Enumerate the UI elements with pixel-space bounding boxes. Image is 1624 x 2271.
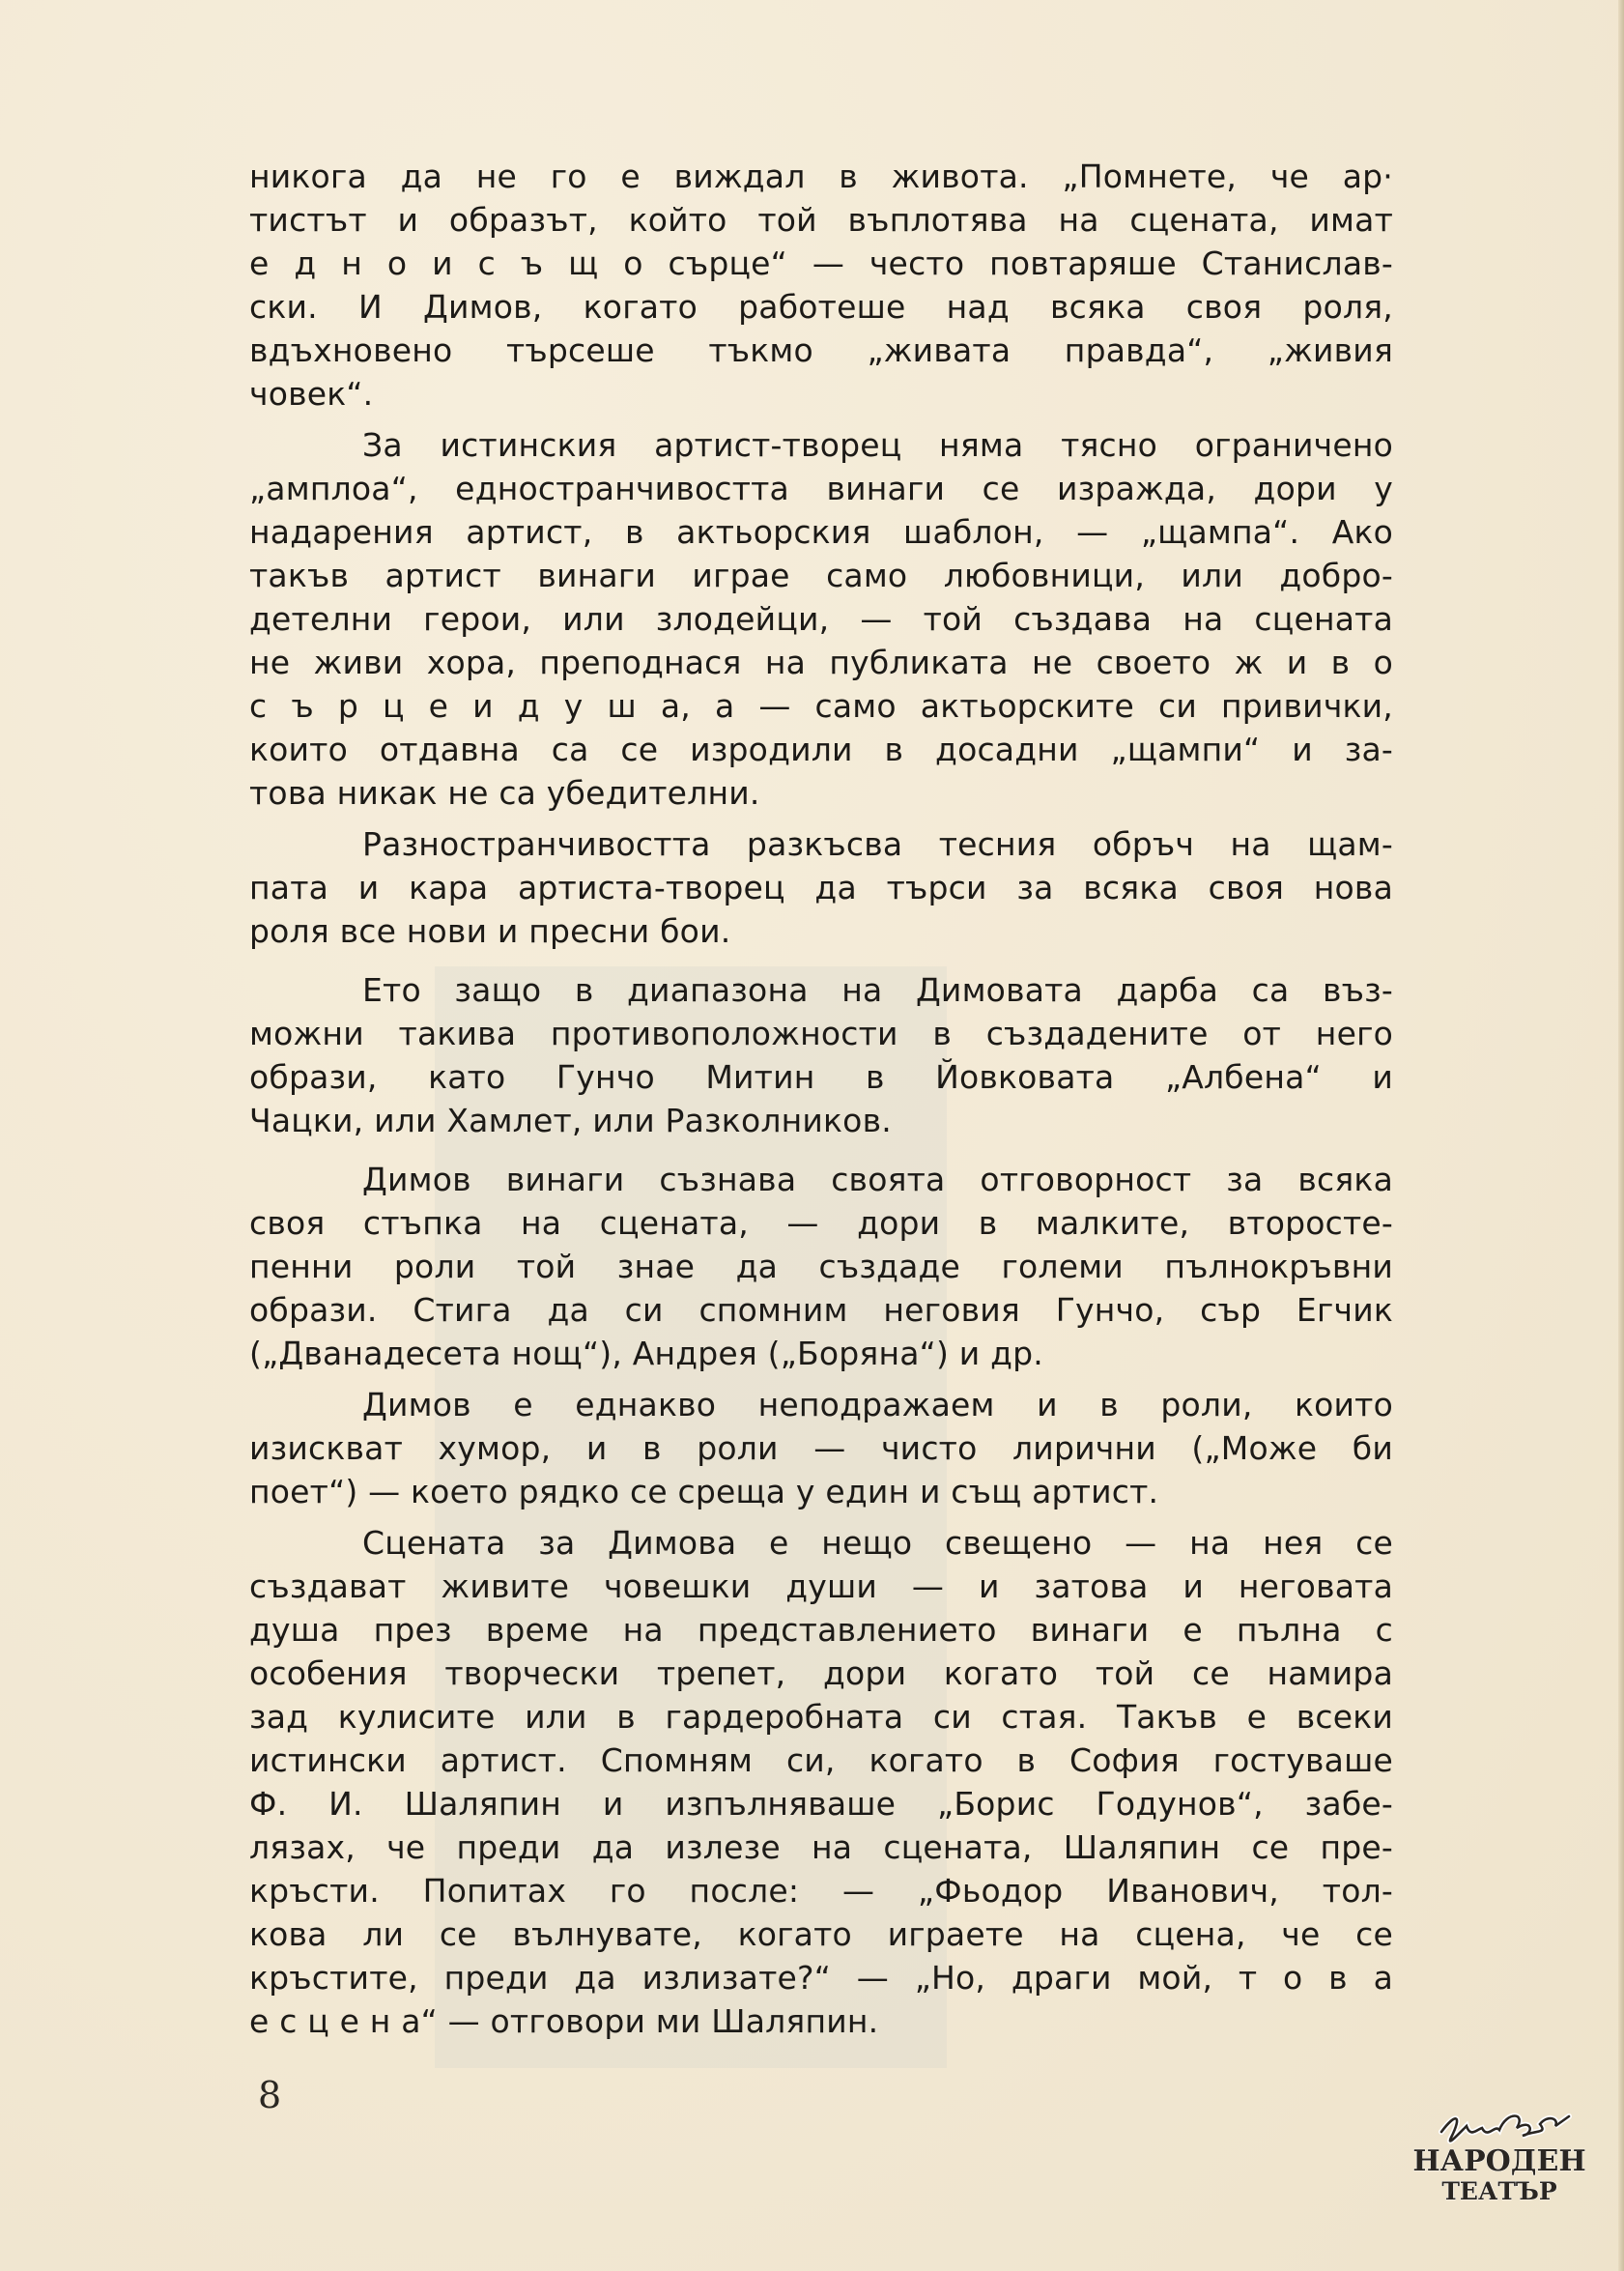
text-line: кръсти. Попитах го после: — „Фьодор Иванович, тол-	[249, 1872, 1393, 1910]
paragraph-gap	[249, 1513, 1393, 1521]
text-line: образи. Стига да си спомним неговия Гунчо, сър Егчик	[249, 1291, 1393, 1329]
text-line: ски. И Димов, когато работеше над всяка своя роля,	[249, 288, 1393, 326]
text-line: образи, като Гунчо Митин в Йовковата „Албена“ и	[249, 1058, 1393, 1096]
text-line: Ето защо в диапазона на Димовата дарба са въз-	[362, 971, 1393, 1009]
text-line: Сцената за Димова е нещо свещено — на нея се	[362, 1524, 1393, 1562]
text-line: своя стъпка на сцената, — дори в малките, второсте-	[249, 1204, 1393, 1242]
paragraph	[249, 1521, 1393, 2043]
text-line: е с ц е н а“ — отговори ми Шаляпин.	[249, 2002, 879, 2040]
paragraph	[249, 1158, 1393, 1375]
text-line: поет“) — което рядко се среща у един и същ артист.	[249, 1473, 1159, 1510]
page-edge-shadow	[1618, 0, 1624, 2271]
paragraph-gap	[249, 1375, 1393, 1383]
text-line: пата и кара артиста-творец да търси за всяка своя нова	[249, 869, 1393, 906]
text-line: с ъ р ц е и д у ш а, а — само актьорските си привички,	[249, 687, 1393, 725]
text-line: Димов е еднакво неподражаем и в роли, които	[362, 1386, 1393, 1423]
text-line: вдъхновено търсеше тъкмо „живата правда“, „живия	[249, 331, 1393, 369]
text-line: тистът и образът, който той въплотява на сцената, имат	[249, 201, 1393, 239]
logo-line-2: ТЕАТЪР	[1441, 2177, 1557, 2205]
text-line: кръстите, преди да излизате?“ — „Но, драги мой, т о в а	[249, 1959, 1393, 1997]
logo-signature	[1441, 2116, 1569, 2142]
text-line: такъв артист винаги играе само любовници, или добро-	[249, 557, 1393, 594]
text-line: Чацки, или Хамлет, или Разколников.	[249, 1102, 892, 1139]
text-line: особения творчески трепет, дори когато той се намира	[249, 1654, 1393, 1692]
text-line: лязах, че преди да излезе на сцената, Шаляпин се пре-	[249, 1828, 1393, 1866]
text-line: това никак не са убедителни.	[249, 774, 760, 812]
paragraph	[249, 423, 1393, 815]
text-line: зад кулисите или в гардеробната си стая. Такъв е всеки	[249, 1698, 1393, 1736]
text-line: надарения артист, в актьорския шаблон, — „щампа“. Ако	[249, 513, 1393, 551]
national-theatre-logo	[1403, 2105, 1596, 2211]
paragraph	[249, 155, 1393, 416]
text-line: детелни герои, или злодейци, — той създава на сцената	[249, 600, 1393, 638]
text-line: никогa да не го е виждал в живота. „Помнете, че ар·	[249, 158, 1393, 195]
text-line: роля все нови и пресни бои.	[249, 912, 731, 950]
text-line: Ф. И. Шаляпин и изпълняваше „Борис Годунов“, забе-	[249, 1785, 1393, 1823]
text-line: душа през време на представлението винаги е пълна с	[249, 1611, 1393, 1649]
text-line: човек“.	[249, 375, 374, 413]
paragraph-gap	[249, 953, 1393, 968]
text-line: „амплоа“, едностранчивостта винаги се изражда, дори у	[249, 470, 1393, 507]
text-line: не живи хора, преподнася на публиката не своето ж и в о	[249, 644, 1393, 681]
text-line: кова ли се вълнувате, когато играете на сцена, че се	[249, 1915, 1393, 1953]
text-line: („Дванадесета нощ“), Андрея („Боряна“) и др.	[249, 1335, 1043, 1372]
paragraph-gap	[249, 815, 1393, 822]
paragraph-gap	[249, 1142, 1393, 1158]
text-line: пенни роли той знае да създаде големи пълнокръвни	[249, 1248, 1393, 1285]
paragraph-gap	[249, 416, 1393, 423]
text-line: За истинския артист-творец няма тясно ограничено	[362, 426, 1393, 464]
body-text	[249, 155, 1393, 2043]
text-line: истински артист. Спомням си, когато в София гостуваше	[249, 1741, 1393, 1779]
paragraph	[249, 822, 1393, 953]
logo-line-1: НАРОДЕН	[1412, 2144, 1586, 2178]
text-line: изискват хумор, и в роли — чисто лирични („Може би	[249, 1429, 1393, 1467]
paragraph	[249, 1383, 1393, 1513]
text-line: Разностранчивостта разкъсва тесния обръч на щам-	[362, 825, 1393, 863]
text-line: създават живите човешки души — и затова и неговата	[249, 1567, 1393, 1605]
text-line: които отдавна са се изродили в досадни „щампи“ и за-	[249, 731, 1393, 768]
text-line: е д н о и с ъ щ о сърце“ — често повтаряше Станислав-	[249, 244, 1393, 282]
paragraph	[249, 968, 1393, 1142]
page-number: 8	[258, 2074, 282, 2116]
text-line: Димов винаги съзнава своята отговорност за всяка	[362, 1161, 1393, 1198]
text-line: можни такива противоположности в създадените от него	[249, 1015, 1393, 1052]
